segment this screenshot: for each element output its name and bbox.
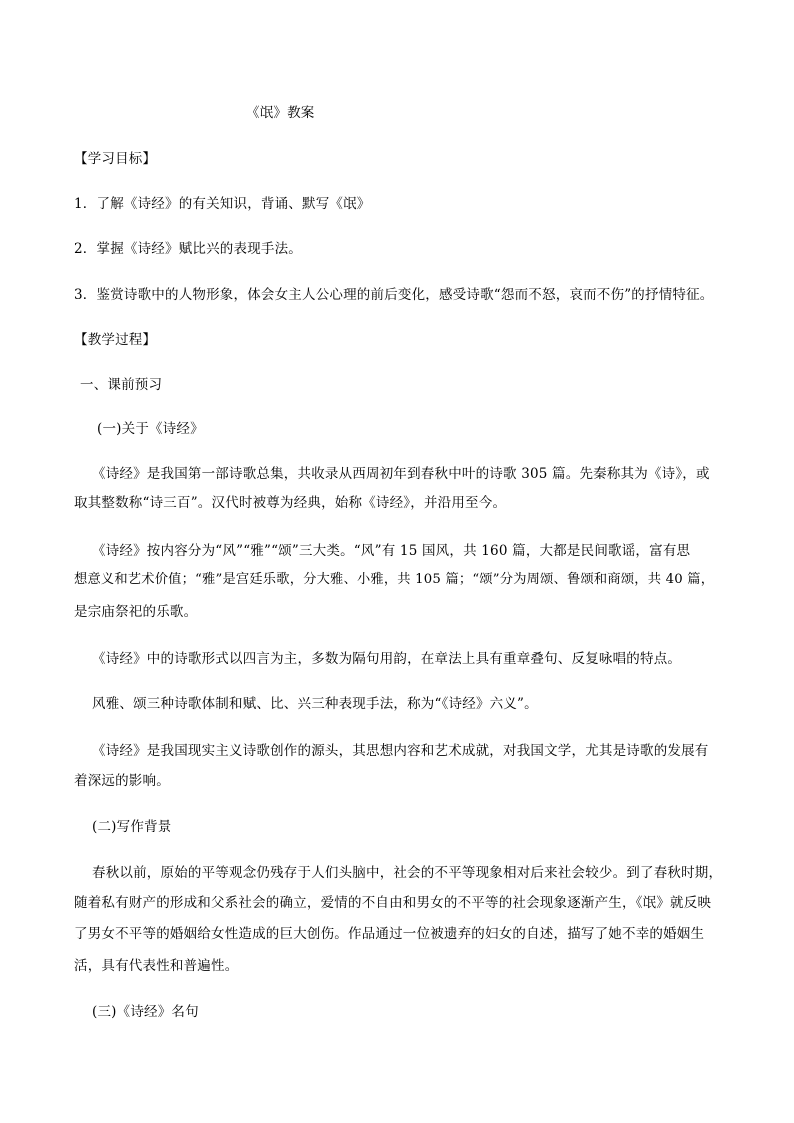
paragraph-line: 随着私有财产的形成和父系社会的确立，爱情的不自由和男女的不平等的社会现象逐渐产生，《氓》就反映 [74,895,712,911]
subheading-famous-lines: (三)《诗经》名句 [92,1004,199,1020]
paragraph-line: 《诗经》按内容分为“风”“雅”“颂”三大类。“风”有 15 国风，共 160 篇，大都是民间歌谣，富有思 [92,543,691,559]
paragraph-line: 春秋以前，原始的平等观念仍残存于人们头脑中，社会的不平等现象相对后来社会较少。到了春秋时期， [92,865,723,881]
paragraph-line: 了男女不平等的婚姻给女性造成的巨大创伤。作品通过一位被遗弃的妇女的自述，描写了她不幸的婚姻生 [74,926,705,942]
paragraph-line: 风雅、颂三种诗歌体制和赋、比、兴三种表现手法，称为“《诗经》六义”。 [92,696,538,712]
paragraph-line: 《诗经》是我国第一部诗歌总集，共收录从西周初年到春秋中叶的诗歌 305 篇。先秦称其为《诗》，或 [92,466,710,482]
paragraph-line: 活，具有代表性和普遍性。 [74,958,239,974]
paragraph-line: 着深远的影响。 [74,773,170,789]
page-title: 《氓》教案 [246,105,315,121]
paragraph-line: 《诗经》是我国现实主义诗歌创作的源头，其思想内容和艺术成就，对我国文学，尤其是诗歌的发展有 [92,743,709,759]
section-heading-objectives: 【学习目标】 [74,151,157,167]
paragraph-line: 是宗庙祭祀的乐歌。 [74,604,198,620]
section-heading-process: 【教学过程】 [74,332,157,348]
paragraph-line: 取其整数称“诗三百”。汉代时被尊为经典，始称《诗经》，并沿用至今。 [74,495,507,511]
subheading-about-shijing: (一)关于《诗经》 [97,421,204,437]
objective-item: 1．了解《诗经》的有关知识，背诵、默写《氓》 [74,196,371,212]
part-heading-preview: 一、课前预习 [80,377,163,393]
objective-item: 3．鉴赏诗歌中的人物形象，体会女主人公心理的前后变化，感受诗歌“怨而不怒，哀而不伤”的抒情特征。 [74,287,714,303]
objective-item: 2．掌握《诗经》赋比兴的表现手法。 [74,241,302,257]
paragraph-line: 想意义和艺术价值；“雅”是宫廷乐歌，分大雅、小雅，共 105 篇；“颂”分为周颂、鲁颂和商颂，共 40 篇， [74,572,715,587]
paragraph-line: 《诗经》中的诗歌形式以四言为主，多数为隔句用韵，在章法上具有重章叠句、反复咏唱的特点。 [92,651,682,667]
subheading-background: (二)写作背景 [92,819,172,835]
